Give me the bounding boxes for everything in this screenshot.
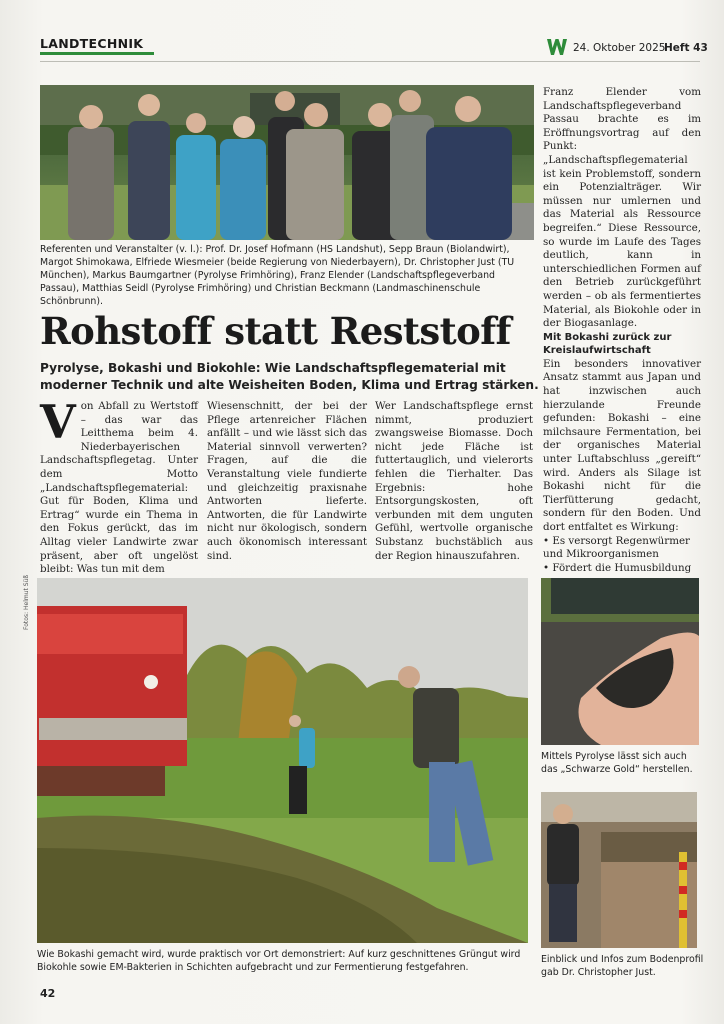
field-photo-caption: Wie Bokashi gemacht wird, wurde praktisch vor Ort demonstriert: Auf kurz geschnittenes Grüngut wird Biokohle sowie EM-Bakterien in Schichten aufgebracht und zur Fermentierung festgefahren. [37,949,521,973]
article-headline: Rohstoff statt Reststoff [40,309,511,353]
soil-profile-photo [541,792,697,948]
column-2-text: Wiesenschnitt, der bei der Pflege artenreicher Flächen anfällt – und wie lässt sich das Material sinnvoll verwerten? Fragen, auf die die Veranstaltung viele fundierte und gleichzeitig praxisnahe Antworten lieferte. Antworten, die für Landwirte nicht nur ökologisch, sondern auch ökonomisch interessant sind. [207,400,367,562]
group-photo-caption: Referenten und Veranstalter (v. l.): Prof. Dr. Josef Hofmann (HS Landshut), Sepp Braun (Biolandwirt), Margot Shimokawa, Elfriede Wiesmeier (beide Regierung von Niederbayern), Dr. Christopher Just (TU München), Markus Baumgartner (Pyrolyse Frimhöring), Franz Elender (Landschaftspflegeverband Passau), Matthias Seidl (Pyrolyse Frimhöring) und Christian Beckmann (Landmaschinenschule Schönbrunn). [40,244,515,307]
list-item: • Fördert die Humusbildung [543,562,701,576]
column-4-paragraph-2: Ein besonders innovativer Ansatz stammt aus Japan und hat inzwischen auch hierzulande Freunde gefunden: Bokashi – eine milchsaure Fermentation, bei der organisches Material unter Luftabschluss „gereift“ wird. Anders als Silage ist Bokashi nicht für die Tierfütterung gedacht, sondern für den Boden. Und dort entfaltet es Wirkung: [543,357,701,533]
article-column-1 [40,395,198,577]
issue-date: 24. Oktober 2025 [573,42,666,54]
profile-photo-caption: Einblick und Infos zum Bodenprofil gab Dr. Christopher Just. [541,954,704,978]
hand-holding-biochar-photo [541,578,699,745]
wochenblatt-logo-icon [546,37,568,57]
effects-list [543,535,701,576]
column-1-text: on Abfall zu Wertstoff – das war das Leitthema beim 4. Niederbayerischen Landschaftspflegetag. Unter dem Motto „Landschaftspflegematerial: Gut für Boden, Klima und Ertrag“ wurde ein Thema in den Fokus gerückt, das im Alltag vieler Landwirte zwar präsent, aber oft ungelöst bleibt: Was tun mit dem [40,400,198,576]
article-column-2 [207,400,367,563]
page-number: 42 [40,987,56,1000]
column-4-paragraph-1: Franz Elender vom Landschaftspflegeverband Passau brachte es im Eröffnungsvortrag auf den Punkt: „Landschaftspflegematerial ist kein Problemstoff, sondern ein Potenzialträger. Wir müssen nur umlernen und das Material als Ressource begreifen.“ Diese Ressource, so wurde im Laufe des Tages deutlich, kann in unterschiedlichen Formen auf den Betrieb zurückgeführt werden – ob als fermentiertes Material, als Biokohle oder in der Biogasanlage. [543,86,701,330]
section-underline [40,52,154,55]
field-demonstration-photo [37,578,528,943]
photo-credit: Fotos: Helmut Süß [23,574,30,630]
soil-photo-caption: Mittels Pyrolyse lässt sich auch das „Schwarze Gold“ herstellen. [541,751,693,775]
issue-number: Heft 43 [664,42,708,54]
article-column-3 [375,400,533,563]
section-subtitle: Mit Bokashi zurück zur Kreislaufwirtschaft [543,331,672,357]
article-column-4 [543,86,701,575]
article-subhead: Pyrolyse, Bokashi und Biokohle: Wie Landschaftspflegematerial mit moderner Technik und alte Weisheiten Boden, Klima und Ertrag stärken. [40,361,539,392]
section-label: LANDTECHNIK [40,36,144,51]
group-photo [40,85,534,240]
column-3-text: Wer Landschaftspflege ernst nimmt, produziert zwangsweise Biomasse. Doch nicht jede Fläche ist futtertauglich, und vielerorts fehlen die Tierhalter. Das Ergebnis: hohe Entsorgungskosten, oft verbunden mit dem unguten Gefühl, wertvolle organische Substanz buchstäblich aus der Region hinauszufahren. [375,400,533,562]
list-item: • Es versorgt Regenwürmer und Mikroorganismen [543,535,701,562]
header-divider [40,61,700,62]
drop-cap: V [40,395,76,449]
